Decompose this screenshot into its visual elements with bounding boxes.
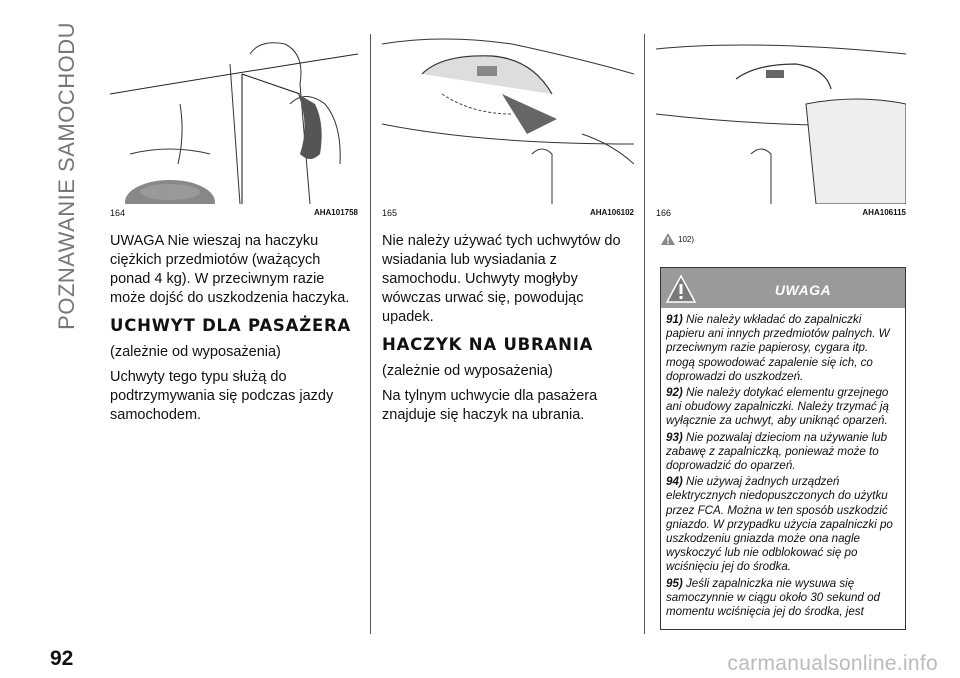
section-heading: HACZYK NA UBRANIA [382, 335, 594, 354]
section-heading: UCHWYT DLA PASAŻERA [110, 316, 352, 335]
figure-166-caption [656, 208, 906, 218]
warning-item [666, 577, 900, 620]
warning-box [660, 267, 906, 630]
warning-text: Nie należy dotykać elementu grzejnego ani obudowy zapalniczki. Należy trzymać ją wyłącznie za uchwyt, aby uniknąć oparzeń. [666, 386, 889, 428]
warning-item [666, 313, 900, 384]
column-1 [110, 232, 362, 431]
page-number: 92 [50, 647, 74, 670]
warning-number: 94) [666, 475, 683, 489]
figure-code: AHA101758 [313, 208, 358, 217]
small-warning-icon [661, 233, 675, 245]
figure-166-illustration [656, 34, 906, 204]
body-text: Na tylnym uchwycie dla pasażera znajduje się haczyk na ubrania. [382, 388, 598, 423]
warning-item [666, 475, 900, 574]
warning-number: 91) [666, 313, 683, 326]
figure-number: 165 [382, 208, 398, 218]
warning-text: Jeśli zapalniczka nie wysuwa się samoczynnie w ciągu około 30 sekund od momentu wciśnięcia jej do środka, jest [666, 576, 880, 619]
figure-number: 164 [110, 208, 126, 218]
figure-165-caption [382, 208, 634, 218]
warning-title: UWAGA [774, 282, 832, 298]
column-divider [370, 34, 371, 634]
warning-item [666, 386, 900, 429]
body-text: (zależnie od wyposażenia) [382, 363, 553, 379]
figure-164-caption [110, 208, 358, 218]
figure-165-illustration [382, 34, 634, 204]
warning-item [666, 431, 900, 474]
column-2 [382, 232, 634, 431]
warning-text: Nie pozwalaj dzieciom na używanie lub zabawę z zapalniczką, ponieważ może to doprowadzić do oparzeń. [666, 430, 888, 473]
warning-header [661, 268, 905, 308]
body-text: UWAGA Nie wieszaj na haczyku ciężkich przedmiotów (ważących ponad 4 kg). W przeciwnym razie może dojść do uszkodzenia haczyka. [110, 233, 350, 306]
body-text: Nie należy używać tych uchwytów do wsiadania lub wysiadania z samochodu. Uchwyty mogłyby wówczas urwać się, powodując upadek. [382, 233, 621, 325]
warning-text: Nie należy wkładać do zapalniczki papieru ani innych przedmiotów palnych. W przeciwnym razie papierosy, cygara itp. mogą spowodować zapalenie się ich, co doprowadzi do uszkodzeń. [666, 313, 890, 383]
section-side-title: POZNAWANIE SAMOCHODU [54, 22, 79, 330]
warning-number: 93) [666, 430, 683, 444]
warning-number: 92) [666, 386, 683, 400]
figure-number: 166 [656, 208, 672, 218]
warning-list [661, 308, 905, 619]
warning-text: Nie używaj żadnych urządzeń elektrycznych niedopuszczonych do użytku przez FCA. Można w ten sposób uszkodzić gniazdo. W przypadku użycia zapalniczki po uszkodzeniu gniazda może ona nagle wyskoczyć lub nie odblokować się po wciśnięciu jej do środka. [666, 475, 893, 574]
figure-code: AHA106115 [862, 208, 906, 217]
warning-reference [661, 233, 694, 245]
body-text: (zależnie od wyposażenia) [110, 344, 281, 360]
figure-code: AHA106102 [589, 208, 634, 217]
watermark: carmanualsonline.info [727, 652, 938, 675]
reference-number: 102) [678, 234, 695, 244]
column-divider [644, 34, 645, 634]
figure-164-illustration [110, 34, 358, 204]
warning-number: 95) [666, 576, 683, 590]
body-text: Uchwyty tego typu służą do podtrzymywania się podczas jazdy samochodem. [110, 369, 334, 423]
